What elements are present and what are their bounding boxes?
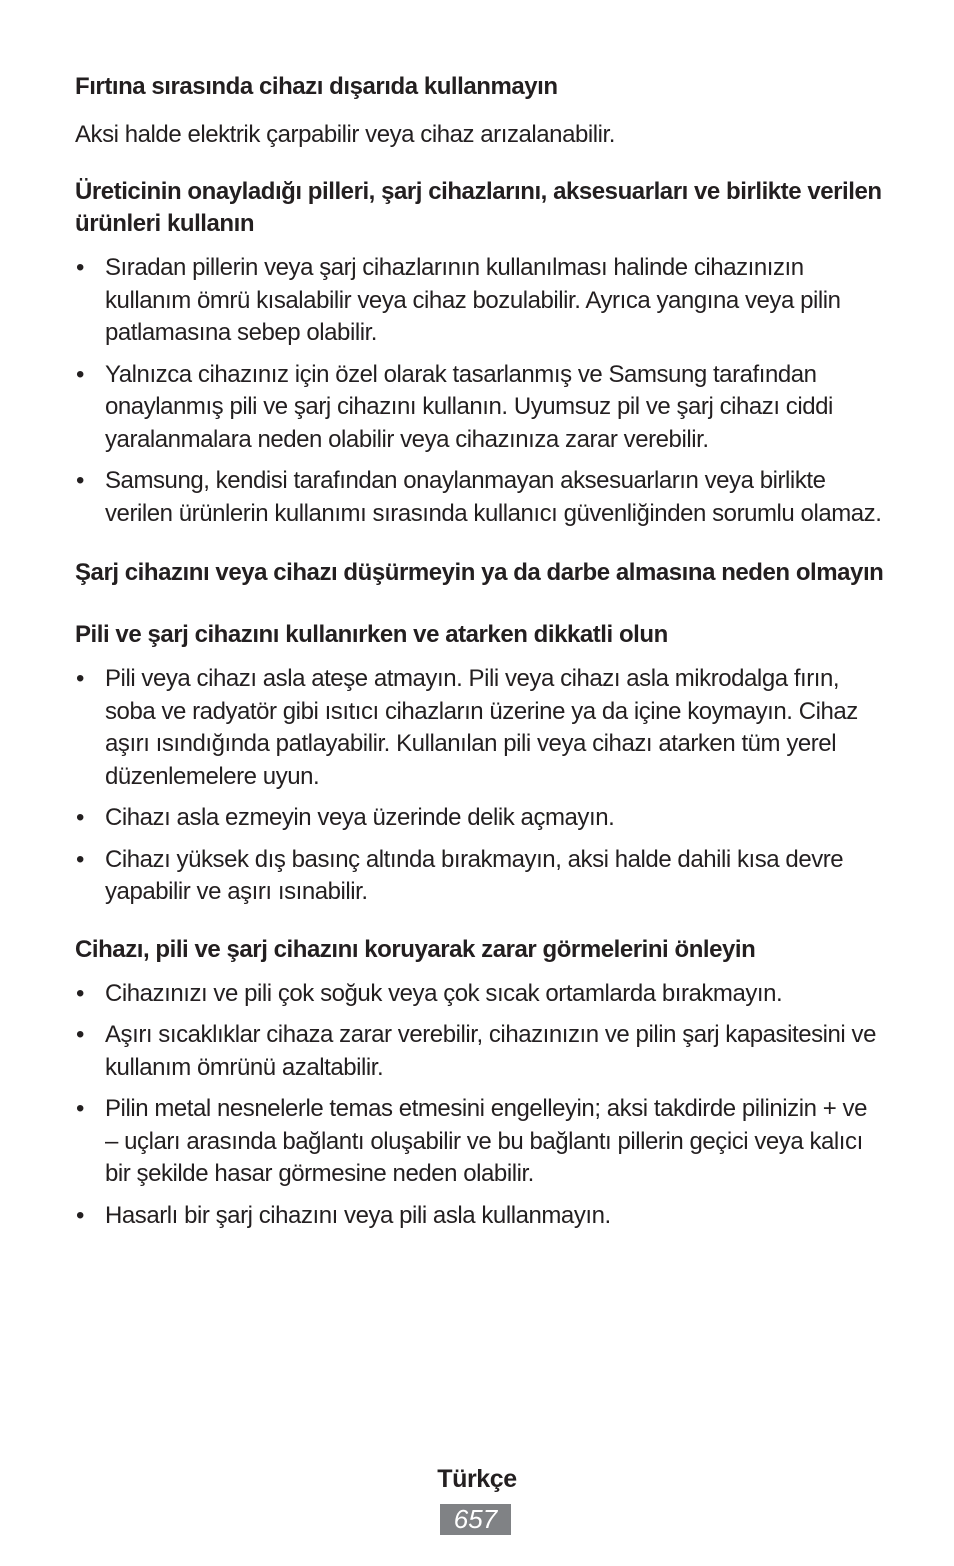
section-heading: Fırtına sırasında cihazı dışarıda kullanmayın [75, 73, 558, 100]
section-paragraph: Aksi halde elektrik çarpabilir veya cihaz arızalanabilir. [75, 121, 615, 148]
bullet-icon: • [76, 1095, 84, 1122]
list-item [75, 359, 885, 457]
list-item [75, 1200, 885, 1233]
list-item-text: Aşırı sıcaklıklar cihaza zarar verebilir, cihazınızın ve pilin şarj kapasitesini ve kullanım ömrünü azaltabilir. [105, 1021, 876, 1081]
list-item [75, 252, 885, 350]
bullet-icon: • [76, 665, 84, 692]
list-item [75, 465, 885, 530]
footer-language: Türkçe [437, 1465, 517, 1493]
section-heading: Üreticinin onayladığı pilleri, şarj cihazlarını, aksesuarları ve birlikte verilen ürünleri kullanın [75, 178, 882, 237]
list-item-text: Cihazı asla ezmeyin veya üzerinde delik açmayın. [105, 804, 615, 831]
bullet-list [75, 663, 885, 909]
list-item [75, 802, 885, 835]
section-heading: Şarj cihazını veya cihazı düşürmeyin ya da darbe almasına neden olmayın [75, 559, 884, 586]
bullet-icon: • [76, 254, 84, 281]
list-item-text: Hasarlı bir şarj cihazını veya pili asla kullanmayın. [105, 1201, 611, 1229]
page-content [75, 68, 885, 1232]
bullet-icon: • [76, 979, 84, 1007]
list-item-text: Sıradan pillerin veya şarj cihazlarının kullanılması halinde cihazınızın kullanım ömrü kısalabilir veya cihaz bozulabilir. Ayrıca yangına veya pilin patlamasına sebep olabilir. [105, 254, 841, 346]
section-heading: Cihazı, pili ve şarj cihazını koruyarak zarar görmelerini önleyin [75, 935, 756, 963]
bullet-icon: • [76, 1021, 84, 1048]
bullet-list [75, 978, 885, 1233]
list-item-text: Cihazınızı ve pili çok soğuk veya çok sıcak ortamlarda bırakmayın. [105, 979, 783, 1007]
list-item [75, 844, 885, 909]
list-item [75, 663, 885, 793]
list-item-text: Samsung, kendisi tarafından onaylanmayan aksesuarların veya birlikte verilen ürünlerin kullanımı sırasında kullanıcı güvenliğinden sorumlu olamaz. [105, 467, 882, 527]
page-number: 657 [440, 1504, 511, 1535]
list-item-text: Pili veya cihazı asla ateşe atmayın. Pili veya cihazı asla mikrodalga fırın, soba ve radyatör gibi ısıtıcı cihazların üzerine ya da içine koymayın. Cihaz aşırı ısındığında patlayabilir. Kullanılan pili veya cihazı atarken tüm yerel düzenlemelere uyun. [105, 665, 858, 790]
list-item-text: Cihazı yüksek dış basınç altında bırakmayın, aksi halde dahili kısa devre yapabilir ve aşırı ısınabilir. [105, 845, 844, 905]
list-item-text: Pilin metal nesnelerle temas etmesini engelleyin; aksi takdirde pilinizin + ve – uçları arasında bağlantı oluşabilir ve bu bağlantı pillerin geçici veya kalıcı bir şekilde hasar görmesine neden olabilir. [105, 1095, 867, 1187]
list-item [75, 1019, 885, 1084]
bullet-icon: • [76, 1201, 84, 1229]
bullet-icon: • [76, 845, 84, 873]
bullet-icon: • [76, 804, 84, 831]
list-item [75, 978, 885, 1011]
list-item-text: Yalnızca cihazınız için özel olarak tasarlanmış ve Samsung tarafından onaylanmış pili ve şarj cihazını kullanın. Uyumsuz pil ve şarj cihazı ciddi yaralanmalara neden olabilir veya cihazınıza zarar verebilir. [105, 360, 833, 453]
list-item [75, 1093, 885, 1191]
bullet-list [75, 252, 885, 530]
bullet-icon: • [76, 360, 84, 388]
section-heading: Pili ve şarj cihazını kullanırken ve atarken dikkatli olun [75, 621, 668, 648]
bullet-icon: • [76, 467, 84, 494]
